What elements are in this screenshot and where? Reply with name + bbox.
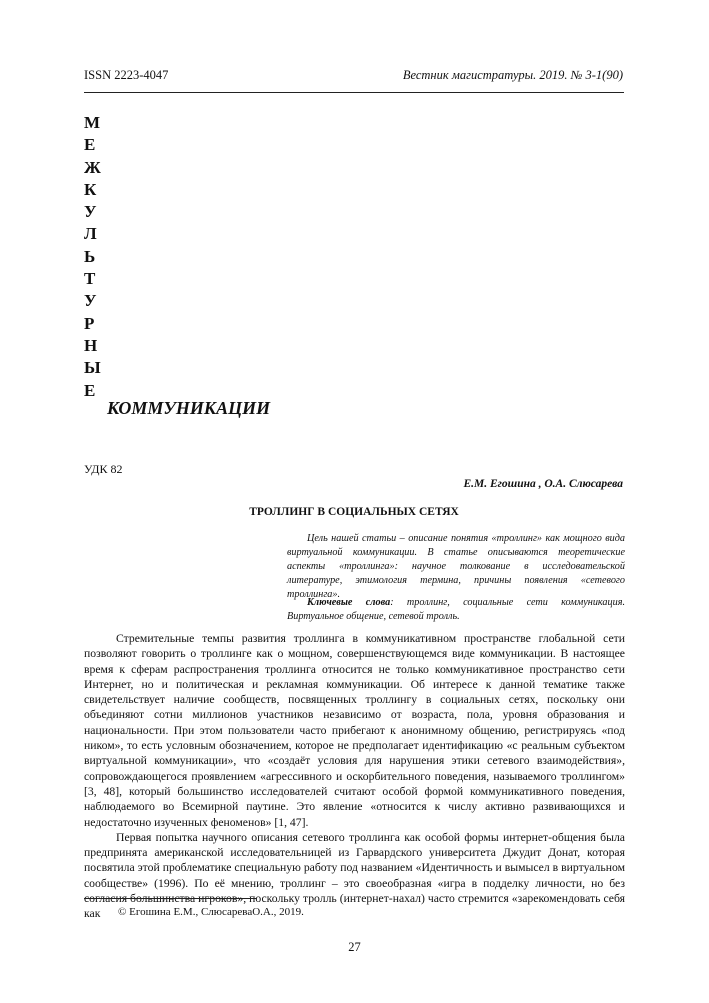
header-rule xyxy=(84,92,624,93)
udk-code: УДК 82 xyxy=(84,462,123,476)
body-paragraph: Стремительные темпы развития троллинга в коммуникативном пространстве глобальной сети позволяют говорить о троллинге как о мощном, совершенствующемся виде коммуникации. В настоящее время к сферам распространения троллинга относится не только коммуникативное пространство сети Интернет, но и политическая и рекламная коммуникации. Об интересе к данной тематике также свидетельствует наличие сообществ, посвященных троллингу в социальных сетях, поскольку они объединяют сотни миллионов участников независимо от возраста, пола, уровня образования и национальности. При этом пользователи часто прибегают к анонимному общению, регистрируясь «под ником», то есть условным обозначением, которое не предполагает идентификацию «с реальным субъектом виртуальной коммуникации», что «создаёт условия для нарушения этики сетевого взаимодействия», сопровождающегося проявлением «агрессивного и оскорбительного поведения, называемого троллингом» [3, 48], который большинство исследователей считают особой формой коммуникативного поведения, наблюдаемого во Всемирной паутине. Это явление «относится к числу активно развивающихся и недостаточно изученных феноменов» [1, 47]. xyxy=(84,632,625,829)
article-title: ТРОЛЛИНГ В СОЦИАЛЬНЫХ СЕТЯХ xyxy=(249,506,459,518)
section-letter: У xyxy=(84,202,97,222)
section-letter: Ь xyxy=(84,246,96,266)
article-body xyxy=(84,631,625,922)
keywords-label: Ключевые слова xyxy=(307,597,391,608)
section-letter: Е xyxy=(84,380,96,400)
footnote: © Егошина Е.М., СлюсареваО.А., 2019. xyxy=(118,906,304,918)
body-paragraph: Первая попытка научного описания сетевого троллинга как особой формы интернет-общения была предпринята американской исследовательницей из Гарвардского университета Джудит Донат, которая посвятила этой проблематике специальную работу под названием «Идентичность и вымысел в виртуальном сообществе» (1996). По её мнению, троллинг – это своеобразная «игра в подделку личности, но без согласия большинства игроков», поскольку тролль (интернет-нахал) часто стремится «зарекомендовать себя как xyxy=(84,830,625,921)
section-letter: Р xyxy=(84,313,95,333)
abstract: Цель нашей статьи – описание понятия «троллинг» как мощного вида виртуальной коммуникации. В статье описываются теоретические аспекты «троллинга»: научное толкование в исследовательской литературе, этимология термина, причины появления «сетевого троллинга». xyxy=(287,533,625,600)
section-letter: Л xyxy=(84,224,97,244)
section-heading-tail: КОММУНИКАЦИИ xyxy=(107,398,271,418)
section-letter: К xyxy=(84,179,97,199)
section-letter: Ы xyxy=(84,358,101,378)
section-letter: У xyxy=(84,291,97,311)
authors: Е.М. Егошина , О.А. Слюсарева xyxy=(463,478,623,490)
footnote-rule xyxy=(84,898,256,899)
section-letter: Е xyxy=(84,135,96,155)
page-number: 27 xyxy=(348,940,361,954)
section-heading-vertical xyxy=(84,112,108,402)
section-letter: М xyxy=(84,113,101,132)
keywords-text: : троллинг, социальные сети коммуникация. Виртуальное общение, сетевой тролль. xyxy=(287,597,625,622)
issn: ISSN 2223-4047 xyxy=(84,68,169,82)
section-letter: Ж xyxy=(84,157,101,177)
section-letter: Т xyxy=(84,269,96,289)
keywords xyxy=(287,596,625,624)
journal-title: Вестник магистратуры. 2019. № 3-1(90) xyxy=(402,68,623,82)
section-letter: Н xyxy=(84,335,98,355)
